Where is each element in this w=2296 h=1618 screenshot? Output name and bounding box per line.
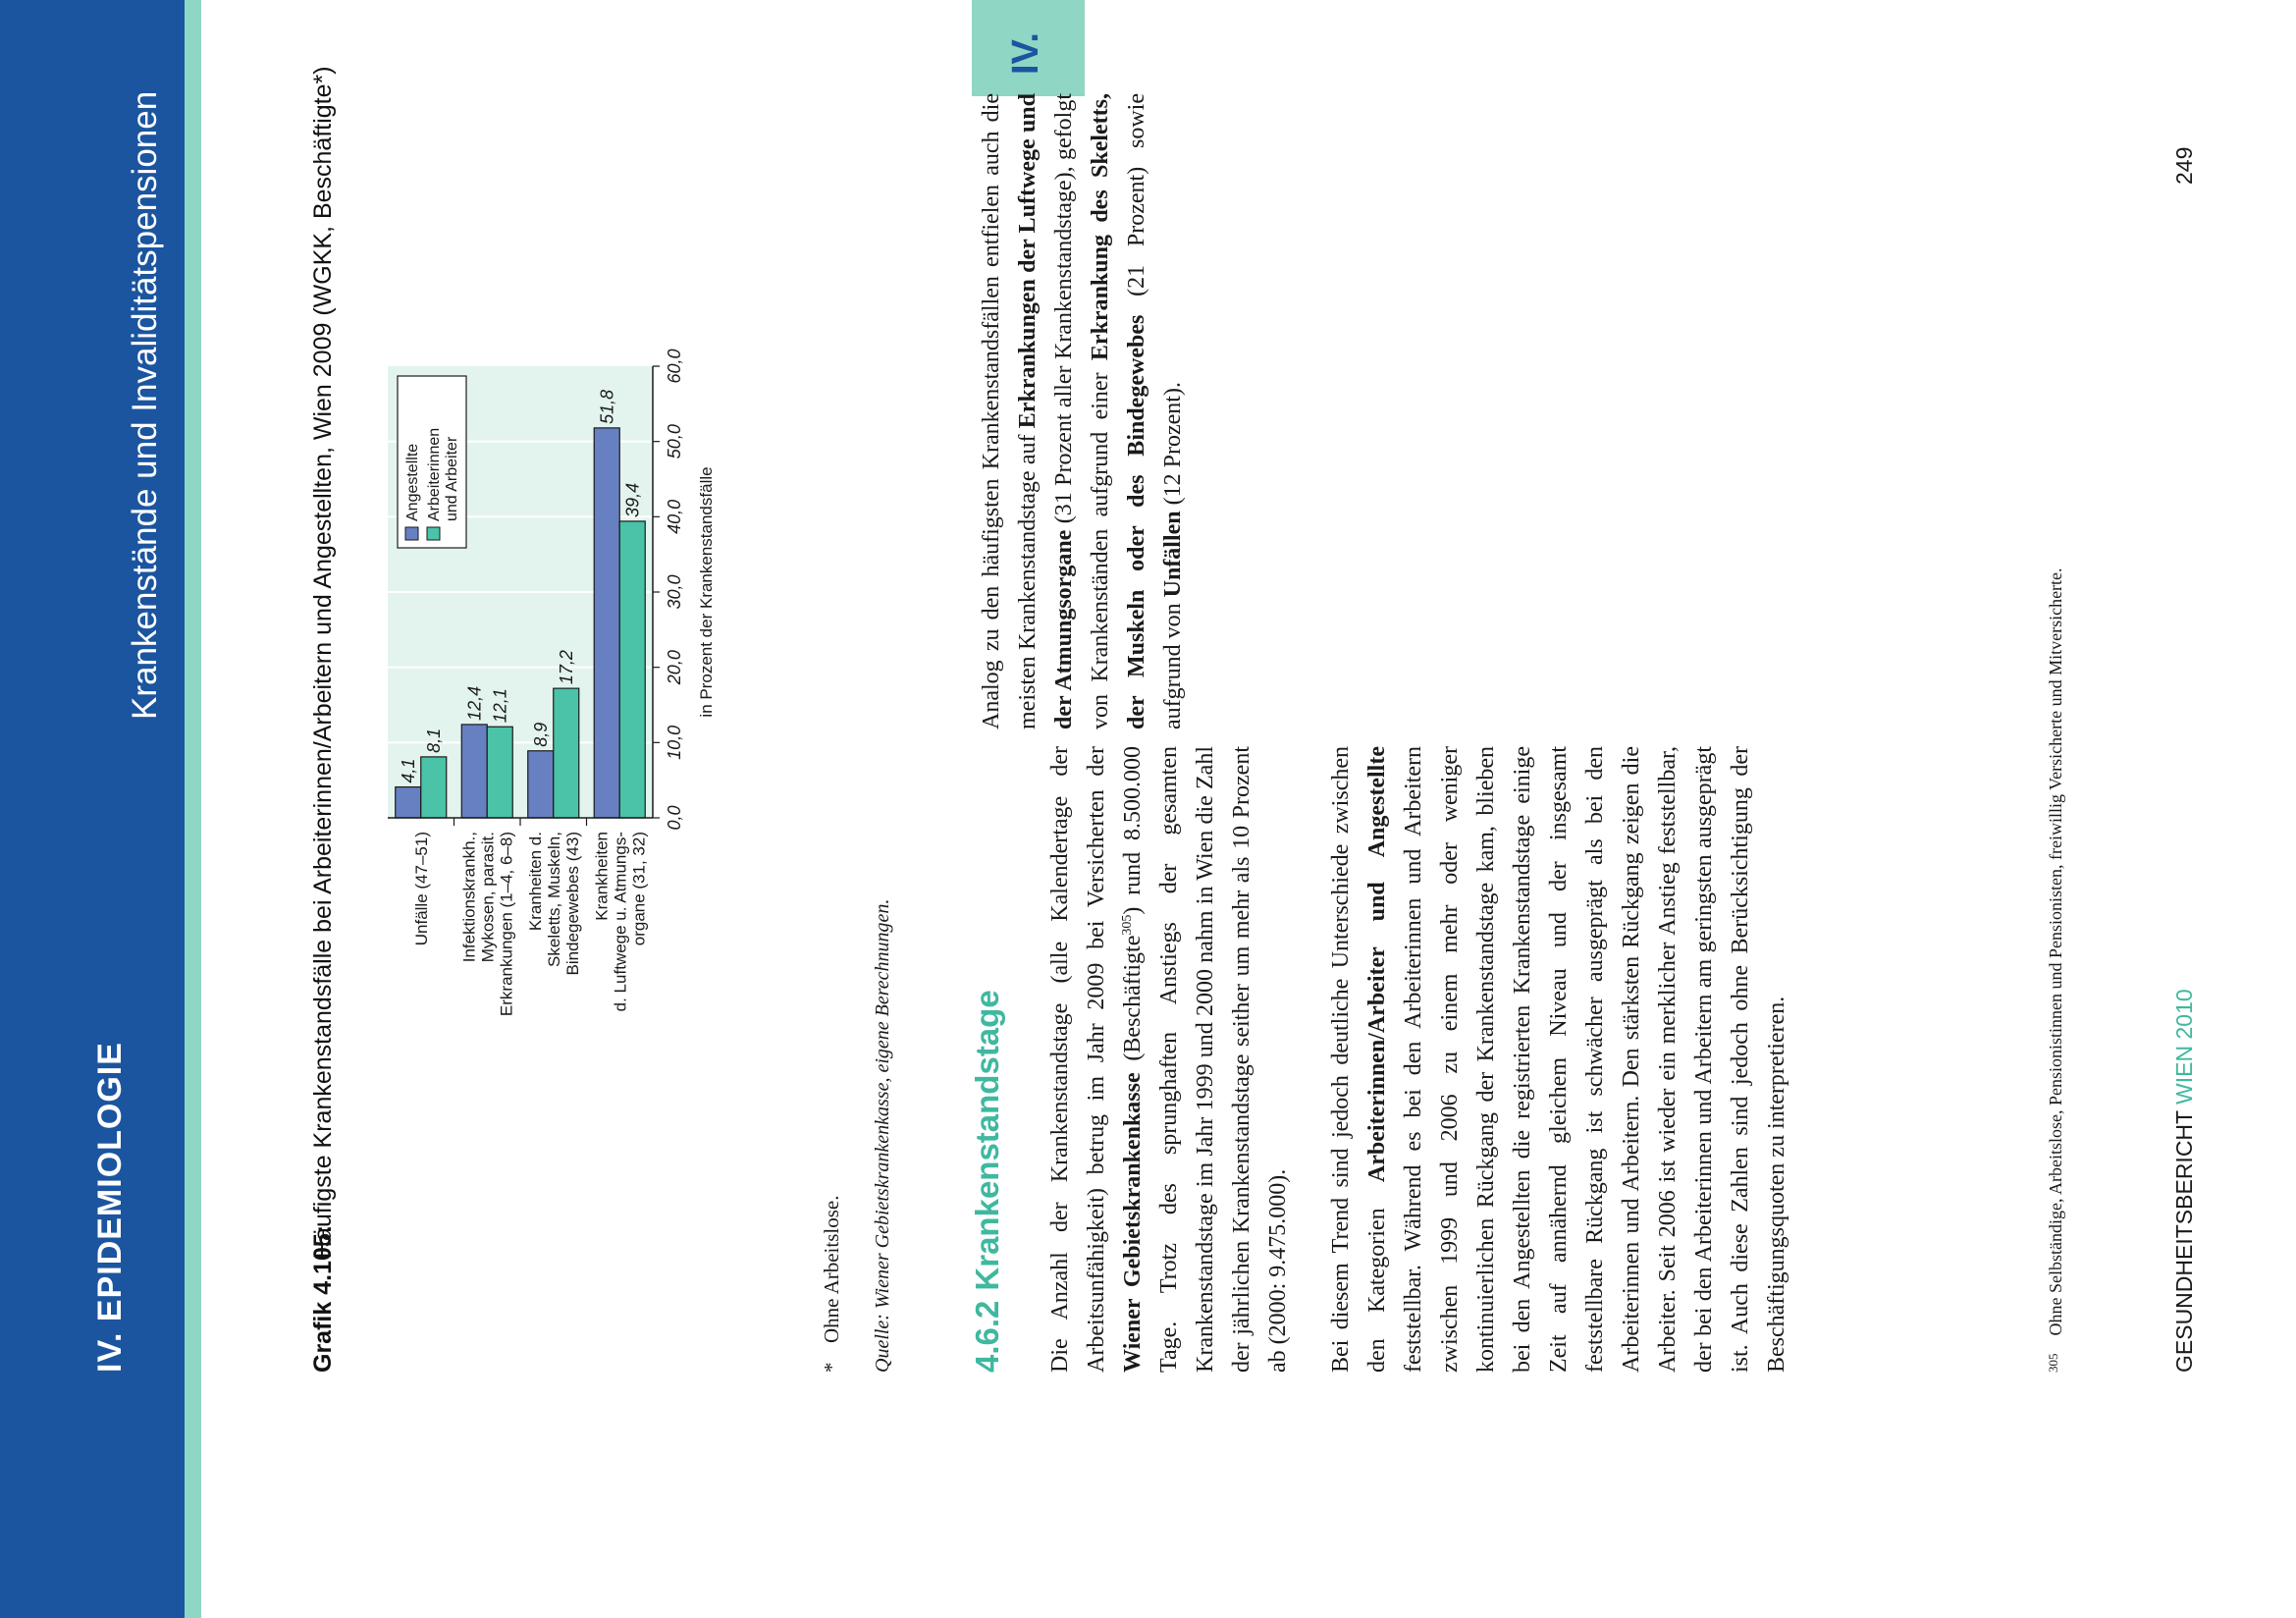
footer-accent: WIEN 2010 <box>2171 989 2197 1105</box>
bar-arbeiter <box>421 757 447 818</box>
page-footnote <box>2046 567 2066 1373</box>
footnote-asterisk: * <box>820 1362 843 1373</box>
chapter-tab-label: IV. <box>1005 32 1046 75</box>
p3-text-e: (21 Prozent) sowie aufgrund von <box>1124 93 1186 729</box>
data-label: 12,1 <box>490 688 510 724</box>
p3-text-c: (31 Prozent aller Krankenstandstage), gefolgt von Krankenständen aufgrund einer <box>1051 93 1113 729</box>
chapter-header: Krankenstände und Invaliditätspensionen <box>126 90 164 720</box>
category-label: Skeletts, Muskeln, <box>544 832 563 967</box>
data-label: 12,4 <box>464 685 485 721</box>
p1-text-d: ) rund 8.500.000 Tage. Trotz des sprunghaften Anstiegs der gesamten Krankenstandstage im Jahr 1999 und 2000 nahm in Wien die Zahl der jährlichen Krankenstandstage seither um mehr als 10 Prozent ab (2000: 9.475.000). <box>1120 746 1291 1373</box>
paragraph-2 <box>1323 746 1795 1373</box>
header-accent-stripe <box>185 0 201 1618</box>
x-tick-label: 10,0 <box>665 725 684 760</box>
legend-label-angestellte: Angestellte <box>404 443 421 521</box>
chart-svg <box>368 342 820 1088</box>
section-heading <box>969 990 1006 1373</box>
section-title: Krankenstandstage <box>969 990 1005 1291</box>
category-label: Erkrankungen (1–4, 6–8) <box>497 832 516 1017</box>
bar-angestellte <box>461 725 487 818</box>
data-label: 51,8 <box>597 389 617 424</box>
figure-footnote <box>820 1196 844 1373</box>
category-label: Kranheiten d. <box>525 832 545 932</box>
x-tick-label: 20,0 <box>665 650 684 685</box>
p1-text-c: (Beschäftigte <box>1120 935 1146 1073</box>
legend-swatch-angestellte <box>405 527 418 540</box>
category-label: Krankheiten <box>592 832 612 921</box>
category-label: Infektionskrankh., <box>459 832 479 963</box>
footer-report: GESUNDHEITSBERICHT <box>2171 1104 2197 1373</box>
bar-arbeiter <box>554 688 579 818</box>
category-label: Bindegewebes (43) <box>562 832 582 976</box>
page-number: 249 <box>2171 146 2197 185</box>
p1-bold: Wiener Gebietskrankenkasse <box>1120 1072 1146 1373</box>
bar-angestellte <box>594 428 619 818</box>
footnote-text: Ohne Arbeitslose. <box>820 1195 843 1343</box>
x-tick-label: 40,0 <box>665 499 684 534</box>
legend-label-arbeiter: Arbeiterinnen <box>426 427 443 521</box>
figure-number: Grafik 4.105: <box>309 1224 337 1373</box>
legend-swatch-arbeiter <box>427 527 440 540</box>
category-label: d. Luftwege u. Atmungs- <box>611 832 630 1012</box>
data-label: 39,4 <box>622 482 643 517</box>
bar-angestellte <box>396 787 421 818</box>
p3-text-a: Analog zu den häufigsten Krankenstandsfällen entfielen auch die meisten Krankenstandstage auf <box>979 93 1041 729</box>
legend-label-arbeiter-2: und Arbeiter <box>444 436 460 521</box>
page-footnote-text: Ohne Selbständige, Arbeitslose, Pensionistinnen und Pensionisten, freiwillig Versicherte und Mitversicherte. <box>2046 567 2065 1336</box>
bar-chart <box>368 342 820 1088</box>
data-label: 8,1 <box>423 728 444 753</box>
category-label: Mykosen, parasit. <box>478 832 498 963</box>
page-footer <box>2171 989 2198 1373</box>
section-header: IV. EPIDEMIOLOGIE <box>91 1042 129 1373</box>
x-tick-label: 50,0 <box>665 424 684 459</box>
category-label: Unfälle (47–51) <box>411 832 431 946</box>
p2-bold: Arbeiterinnen/Arbeiter und Angestellte <box>1364 746 1390 1183</box>
category-label: organe (31, 32) <box>629 832 649 946</box>
figure-caption <box>306 18 340 1373</box>
bar-angestellte <box>528 751 554 818</box>
page-footnote-number: 305 <box>2046 1353 2060 1373</box>
bar-arbeiter <box>487 727 512 818</box>
paragraph-1 <box>1042 746 1297 1373</box>
p3-text-g: (12 Prozent). <box>1160 382 1186 512</box>
bar-arbeiter <box>619 521 645 818</box>
x-tick-label: 60,0 <box>665 349 684 384</box>
figure-title: Häufigste Krankenstandsfälle bei Arbeiterinnen/Arbeitern und Angestellten, Wien 2009 (WGKK, Beschäftigte*) <box>309 66 337 1259</box>
p2-text-c: feststellbar. Während es bei den Arbeiterinnen und Arbeitern zwischen 1999 und 2006 zu einem mehr oder weniger kontinuierlichen Rückgang der Krankenstandstage kam, blieben bei den Angestellten die registrierten Krankenstandstage einige Zeit auf annähernd gleichem Niveau und der insgesamt feststellbare Rückgang ist schwächer ausgeprägt als bei den Arbeiterinnen und Arbeitern. Den stärksten Rückgang zeigen die Arbeiter. Seit 2006 ist wieder ein merklicher Anstieg feststellbar, der bei den Arbeiterinnen und Arbeitern am geringsten ausgeprägt ist. Auch diese Zahlen sind jedoch ohne Berücksichtigung der Beschäftigungsquoten zu interpretieren. <box>1401 746 1789 1373</box>
x-axis-label: in Prozent der Krankenstandsfälle <box>697 466 716 718</box>
footnote-ref-305: 305 <box>1120 914 1135 936</box>
p1-text-a: Die Anzahl der Krankenstandstage (alle Kalendertage der Arbeitsunfähigkeit) betrug im Jahr 2009 bei Versicherten der <box>1047 746 1109 1373</box>
x-tick-label: 30,0 <box>665 574 684 610</box>
text-column-left <box>1042 746 1822 1373</box>
chapter-tab <box>972 0 1085 96</box>
p3-bold-d: Erkrankung des Skeletts, der Muskeln oder des Bindegewebes <box>1088 93 1149 729</box>
x-tick-label: 0,0 <box>665 805 684 831</box>
p3-bold-f: Unfällen <box>1160 511 1186 598</box>
figure-source: Quelle: Wiener Gebietskrankenkasse, eigene Berechnungen. <box>872 898 893 1373</box>
data-label: 8,9 <box>530 722 551 747</box>
paragraph-3 <box>974 93 1192 729</box>
p3-bold-a: Erkrankungen der Luftwege und der Atmungsorgane <box>1015 93 1077 729</box>
data-label: 4,1 <box>398 758 418 783</box>
data-label: 17,2 <box>556 650 576 685</box>
p2-text-a: Bei diesem Trend sind jedoch deutliche Unterschiede zwischen den Kategorien <box>1328 746 1390 1373</box>
section-number: 4.6.2 <box>969 1300 1005 1373</box>
text-column-right <box>974 93 1218 729</box>
